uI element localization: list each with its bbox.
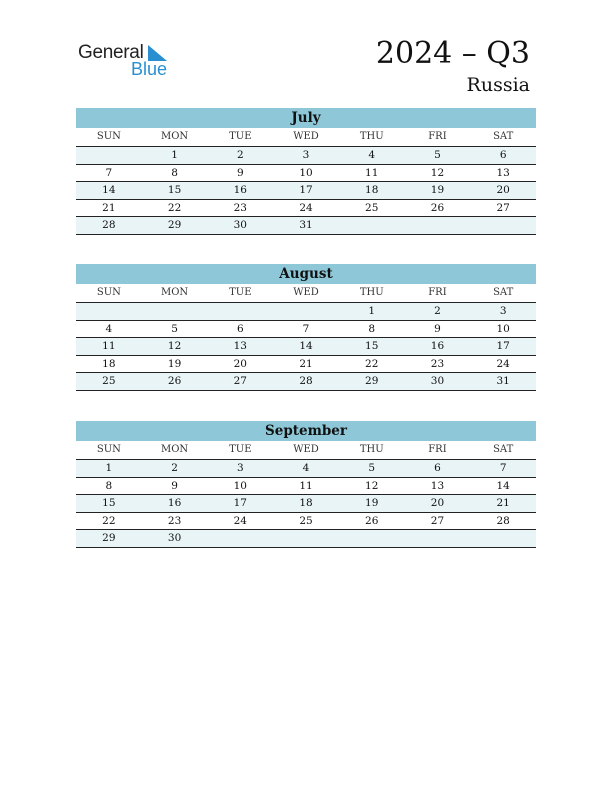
day-cell: 10	[233, 479, 247, 492]
day-cell: 9	[434, 322, 441, 335]
day-cell: 8	[105, 479, 113, 492]
day-cell: 9	[236, 166, 244, 179]
day-cell: 11	[365, 166, 379, 179]
day-cell	[339, 530, 405, 547]
day-cell: 13	[233, 340, 247, 352]
day-cell: 16	[167, 497, 182, 509]
week-row	[76, 530, 536, 548]
week-row	[76, 200, 536, 218]
day-cell: 5	[434, 149, 441, 161]
day-cell: 18	[102, 357, 116, 370]
day-cell: 17	[496, 340, 510, 352]
weekday-label: TUE	[229, 444, 252, 455]
weekday-label: MON	[160, 131, 189, 142]
weekday-label: FRI	[428, 131, 447, 142]
day-cell: 19	[167, 357, 182, 370]
day-cell: 22	[102, 514, 116, 527]
day-cell: 14	[299, 340, 313, 352]
weekday-label: SUN	[96, 444, 121, 455]
weekday-header-row	[76, 441, 536, 460]
weekday-header-row	[76, 284, 536, 303]
weekday-label: FRI	[428, 444, 447, 455]
day-cell	[339, 217, 405, 234]
day-cell: 25	[365, 201, 379, 214]
day-cell: 26	[167, 375, 182, 387]
generalblue-logo	[78, 42, 178, 82]
weekday-label: TUE	[229, 131, 252, 142]
day-cell	[207, 303, 273, 320]
day-cell: 3	[499, 305, 507, 317]
week-row	[76, 147, 536, 165]
weekday-label: THU	[359, 131, 384, 142]
day-cell: 17	[299, 184, 313, 196]
month-calendar-september	[76, 421, 536, 548]
day-cell: 8	[368, 322, 376, 335]
week-row	[76, 321, 536, 339]
day-cell: 24	[233, 514, 247, 527]
weekday-label: SAT	[493, 444, 514, 455]
weekday-label: SAT	[493, 131, 514, 142]
day-cell: 20	[233, 357, 247, 370]
day-cell: 13	[496, 166, 510, 179]
day-cell: 5	[368, 462, 376, 474]
day-cell	[470, 217, 536, 234]
day-cell	[207, 530, 273, 547]
day-cell: 31	[299, 219, 313, 231]
day-cell: 4	[105, 322, 113, 335]
weekday-label: WED	[293, 444, 319, 455]
day-cell: 22	[365, 357, 379, 370]
day-cell: 21	[102, 201, 116, 214]
day-cell: 5	[171, 322, 178, 335]
day-cell	[405, 530, 471, 547]
day-cell: 30	[430, 375, 445, 387]
week-row	[76, 182, 536, 200]
day-cell: 4	[302, 462, 310, 474]
day-cell: 27	[233, 375, 247, 387]
day-cell: 25	[102, 375, 116, 387]
day-cell: 10	[299, 166, 313, 179]
day-cell: 12	[430, 166, 445, 179]
day-cell: 12	[167, 340, 182, 352]
day-cell: 11	[299, 479, 313, 492]
day-cell: 24	[299, 201, 313, 214]
day-cell	[76, 147, 142, 164]
weekday-label: THU	[359, 287, 384, 298]
day-cell	[470, 530, 536, 547]
month-calendar-july	[76, 108, 536, 235]
weekday-label: FRI	[428, 287, 447, 298]
week-row	[76, 303, 536, 321]
day-cell: 1	[171, 149, 178, 161]
weekday-label: SAT	[493, 287, 514, 298]
day-cell: 19	[365, 497, 379, 509]
logo-blue-text: Blue	[131, 59, 168, 79]
weekday-label: WED	[293, 287, 319, 298]
weekday-label: THU	[359, 444, 384, 455]
weekday-header-row	[76, 128, 536, 147]
day-cell: 16	[233, 184, 247, 196]
day-cell: 6	[434, 462, 441, 474]
day-cell: 27	[430, 514, 445, 527]
day-cell: 20	[496, 184, 510, 196]
day-cell: 26	[430, 201, 445, 214]
day-cell: 28	[496, 514, 510, 527]
week-row	[76, 495, 536, 513]
day-cell	[273, 530, 339, 547]
day-cell: 30	[233, 219, 247, 231]
week-row	[76, 513, 536, 531]
week-row	[76, 356, 536, 374]
week-row	[76, 338, 536, 356]
day-cell: 15	[365, 340, 379, 352]
month-title: September	[76, 421, 536, 441]
day-cell: 1	[105, 462, 113, 474]
day-cell: 22	[167, 201, 182, 214]
day-cell: 10	[496, 322, 510, 335]
day-cell: 21	[496, 497, 510, 509]
month-title: August	[76, 264, 536, 284]
day-cell: 2	[434, 305, 441, 317]
day-cell: 3	[236, 462, 244, 474]
day-cell: 16	[430, 340, 445, 352]
weekday-label: WED	[293, 131, 319, 142]
day-cell: 25	[299, 514, 313, 527]
day-cell: 12	[365, 479, 379, 492]
day-cell: 7	[302, 322, 310, 335]
day-cell: 31	[496, 375, 510, 387]
day-cell: 29	[365, 375, 379, 387]
weekday-label: MON	[160, 444, 189, 455]
week-row	[76, 460, 536, 478]
day-cell: 7	[105, 166, 113, 179]
weekday-label: SUN	[96, 131, 121, 142]
day-cell: 3	[302, 149, 310, 161]
day-cell: 20	[430, 497, 445, 509]
day-cell: 26	[365, 514, 379, 527]
day-cell: 24	[496, 357, 510, 370]
day-cell	[273, 303, 339, 320]
day-cell: 11	[102, 340, 116, 352]
logo-general-text: General	[78, 42, 144, 63]
day-cell: 13	[430, 479, 445, 492]
week-row	[76, 478, 536, 496]
page-title: 2024 – Q3	[375, 36, 530, 71]
day-cell: 29	[167, 219, 182, 231]
day-cell: 23	[430, 357, 445, 370]
day-cell: 2	[236, 149, 244, 161]
day-cell: 23	[167, 514, 182, 527]
day-cell: 23	[233, 201, 247, 214]
day-cell: 1	[368, 305, 376, 317]
day-cell	[142, 303, 208, 320]
day-cell: 30	[167, 532, 182, 544]
day-cell: 28	[102, 219, 116, 231]
day-cell	[405, 217, 471, 234]
weekday-label: TUE	[229, 287, 252, 298]
weekday-label: MON	[160, 287, 189, 298]
day-cell	[76, 303, 142, 320]
day-cell: 28	[299, 375, 313, 387]
week-row	[76, 373, 536, 391]
day-cell: 17	[233, 497, 247, 509]
month-title: July	[76, 108, 536, 128]
day-cell: 15	[102, 497, 116, 509]
day-cell: 21	[299, 357, 313, 370]
day-cell: 6	[499, 149, 507, 161]
day-cell: 14	[102, 184, 116, 196]
day-cell: 6	[236, 322, 244, 335]
day-cell: 18	[365, 184, 379, 196]
week-row	[76, 217, 536, 235]
day-cell: 4	[368, 149, 376, 161]
day-cell: 14	[496, 479, 510, 492]
day-cell: 2	[171, 462, 178, 474]
week-row	[76, 165, 536, 183]
day-cell: 18	[299, 497, 313, 509]
day-cell: 9	[171, 479, 178, 492]
day-cell: 15	[167, 184, 182, 196]
day-cell: 19	[430, 184, 445, 196]
day-cell: 29	[102, 532, 116, 544]
country-subtitle: Russia	[466, 74, 530, 96]
day-cell: 27	[496, 201, 510, 214]
weekday-label: SUN	[96, 287, 121, 298]
day-cell: 8	[171, 166, 178, 179]
month-calendar-august	[76, 264, 536, 391]
day-cell: 7	[499, 462, 507, 474]
